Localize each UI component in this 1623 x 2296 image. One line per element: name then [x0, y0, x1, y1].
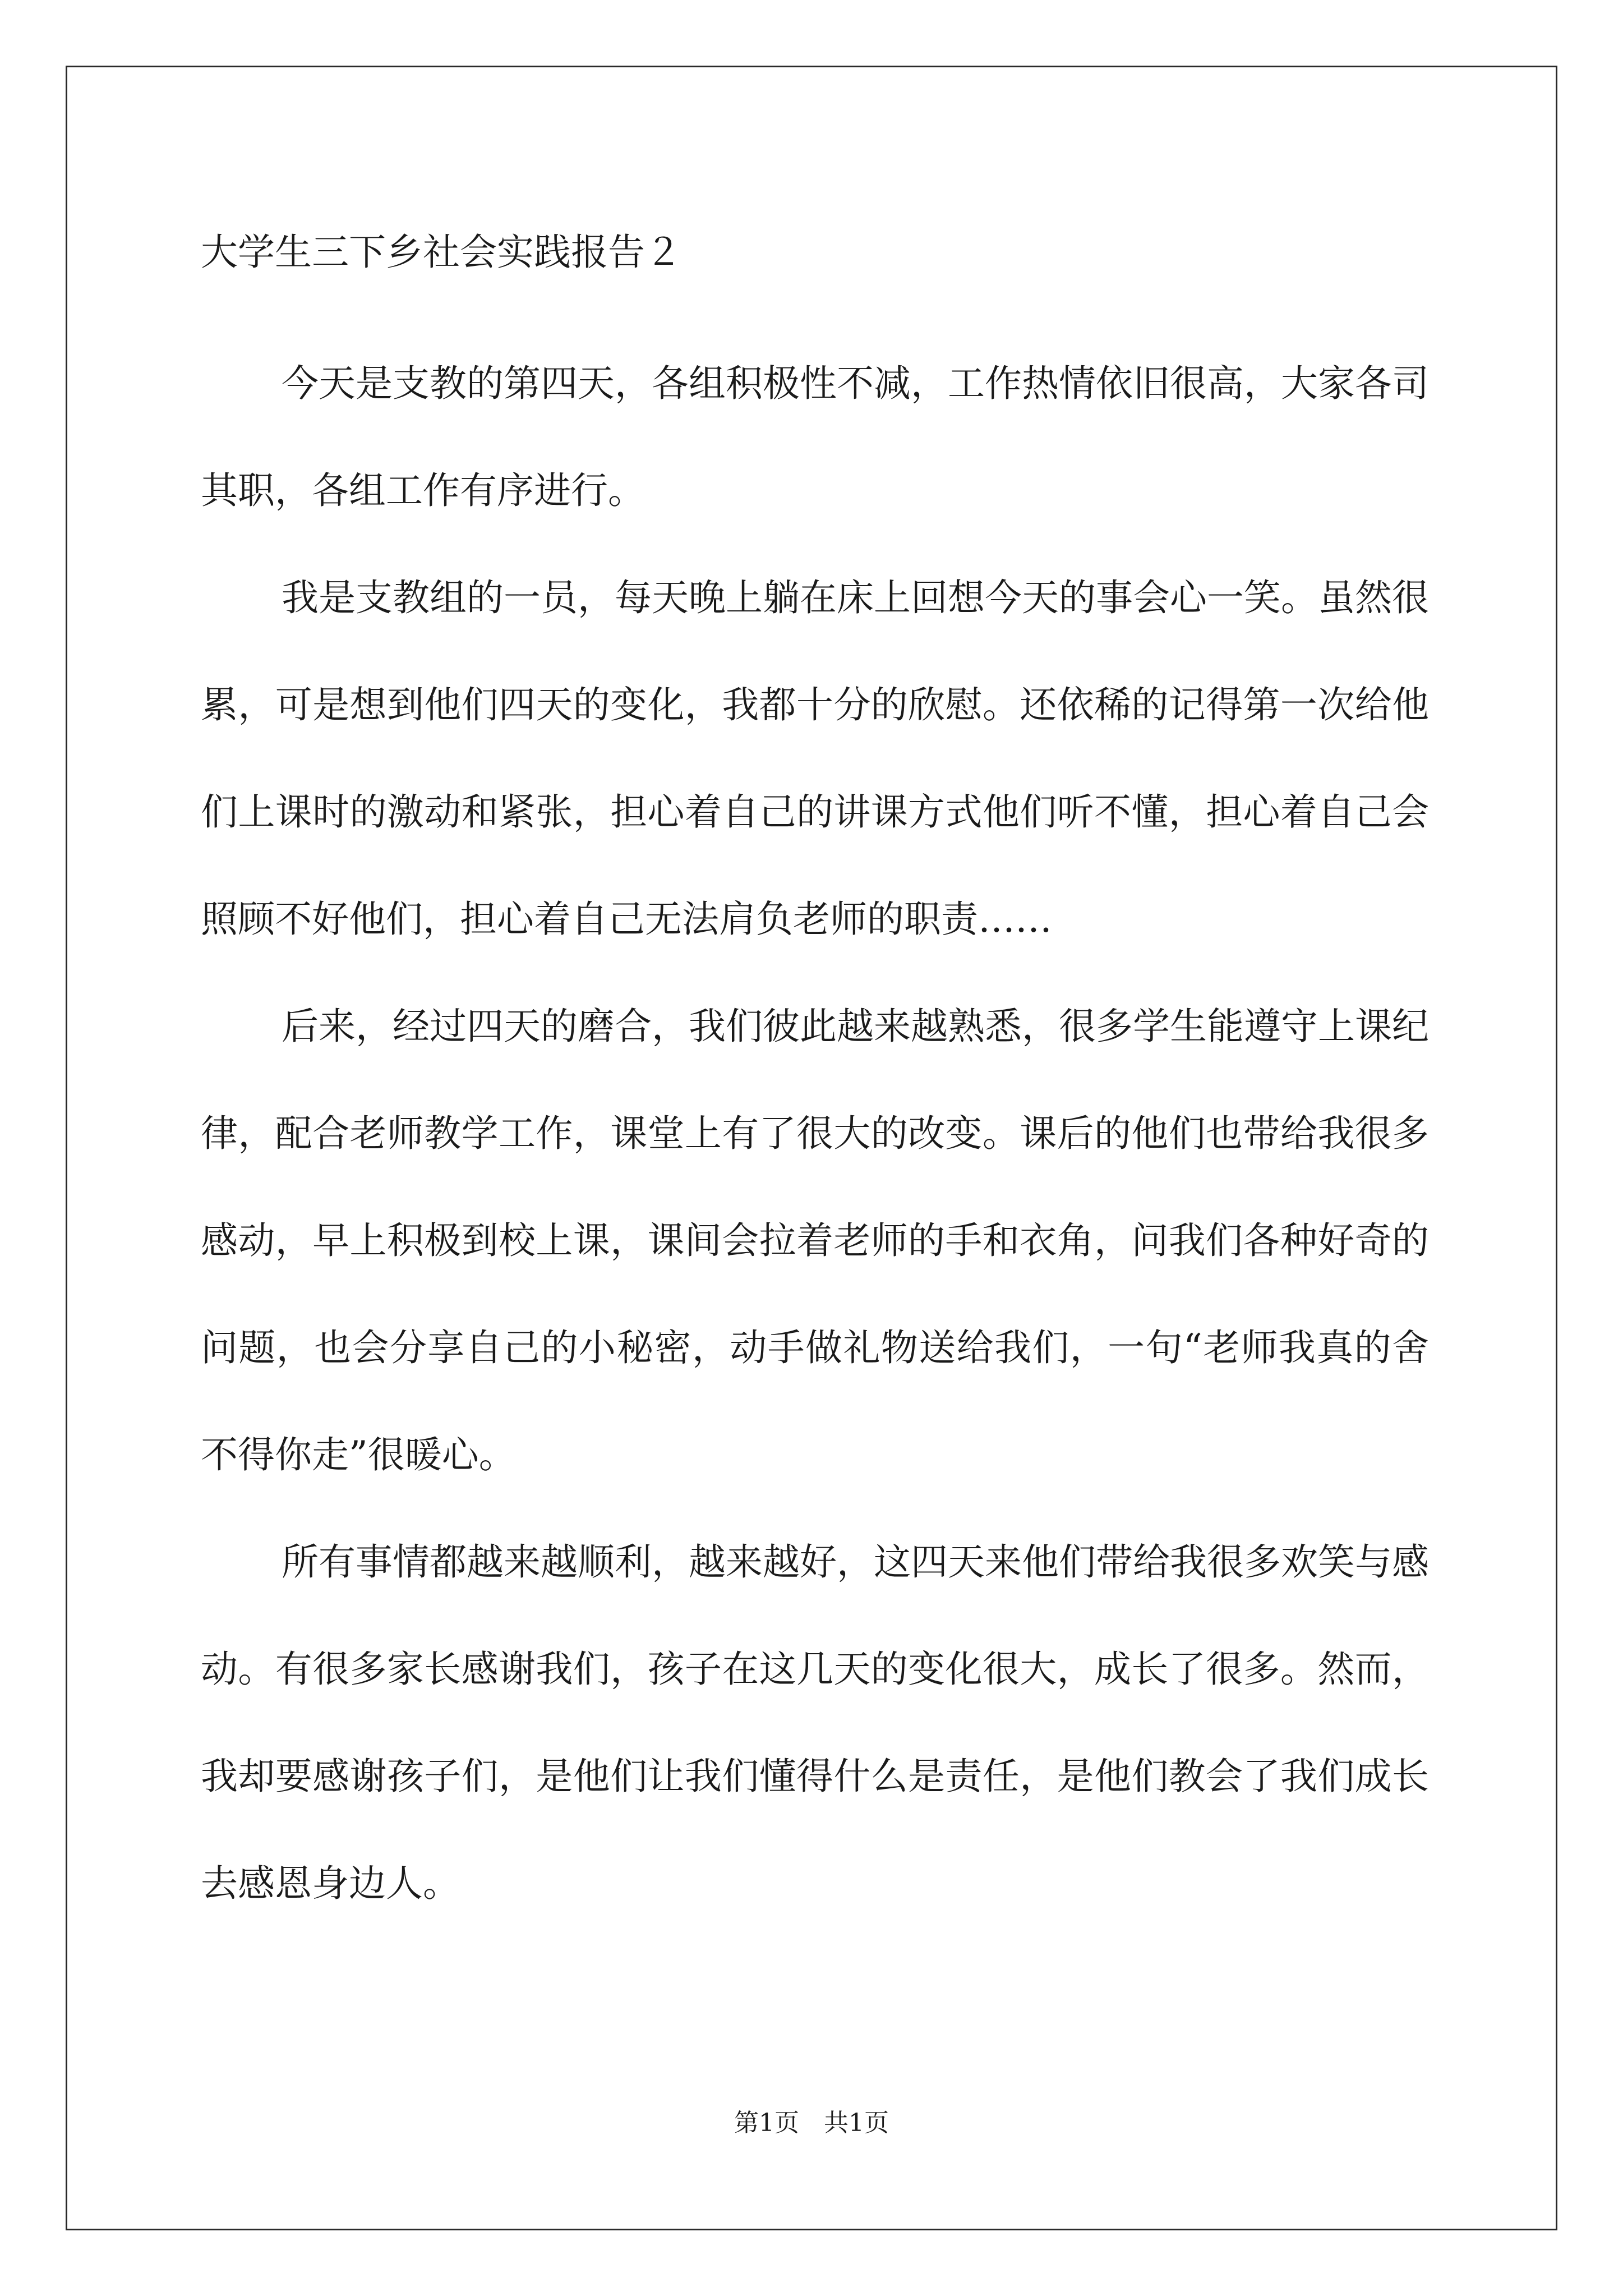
- paragraph-1: 今天是支教的第四天，各组积极性不减，工作热情依旧很高，大家各司其职，各组工作有序进行。: [201, 362, 1429, 512]
- document-body: [201, 330, 1429, 1937]
- paragraph-3: 后来，经过四天的磨合，我们彼此越来越熟悉，很多学生能遵守上课纪律，配合老师教学工作，课堂上有了很大的改变。课后的他们也带给我很多感动，早上积极到校上课，课间会拉着老师的手和衣角，问我们各种好奇的问题，也会分享自己的小秘密，动手做礼物送给我们，一句“老师我真的舍不得你走”很暖心。: [201, 1005, 1429, 1476]
- paragraph-4: 所有事情都越来越顺利，越来越好，这四天来他们带给我很多欢笑与感动。有很多家长感谢我们，孩子在这几天的变化很大，成长了很多。然而，我却要感谢孩子们，是他们让我们懂得什么是责任，是他们教会了我们成长去感恩身边人。: [201, 1540, 1429, 1905]
- page-number-footer: 第1页 共1页: [734, 2109, 889, 2137]
- document-title: 大学生三下乡社会实践报告２: [201, 231, 682, 274]
- paragraph-2: 我是支教组的一员，每天晚上躺在床上回想今天的事会心一笑。虽然很累，可是想到他们四天的变化，我都十分的欣慰。还依稀的记得第一次给他们上课时的激动和紧张，担心着自己的讲课方式他们听不懂，担心着自己会照顾不好他们，担心着自己无法肩负老师的职责……: [201, 576, 1429, 941]
